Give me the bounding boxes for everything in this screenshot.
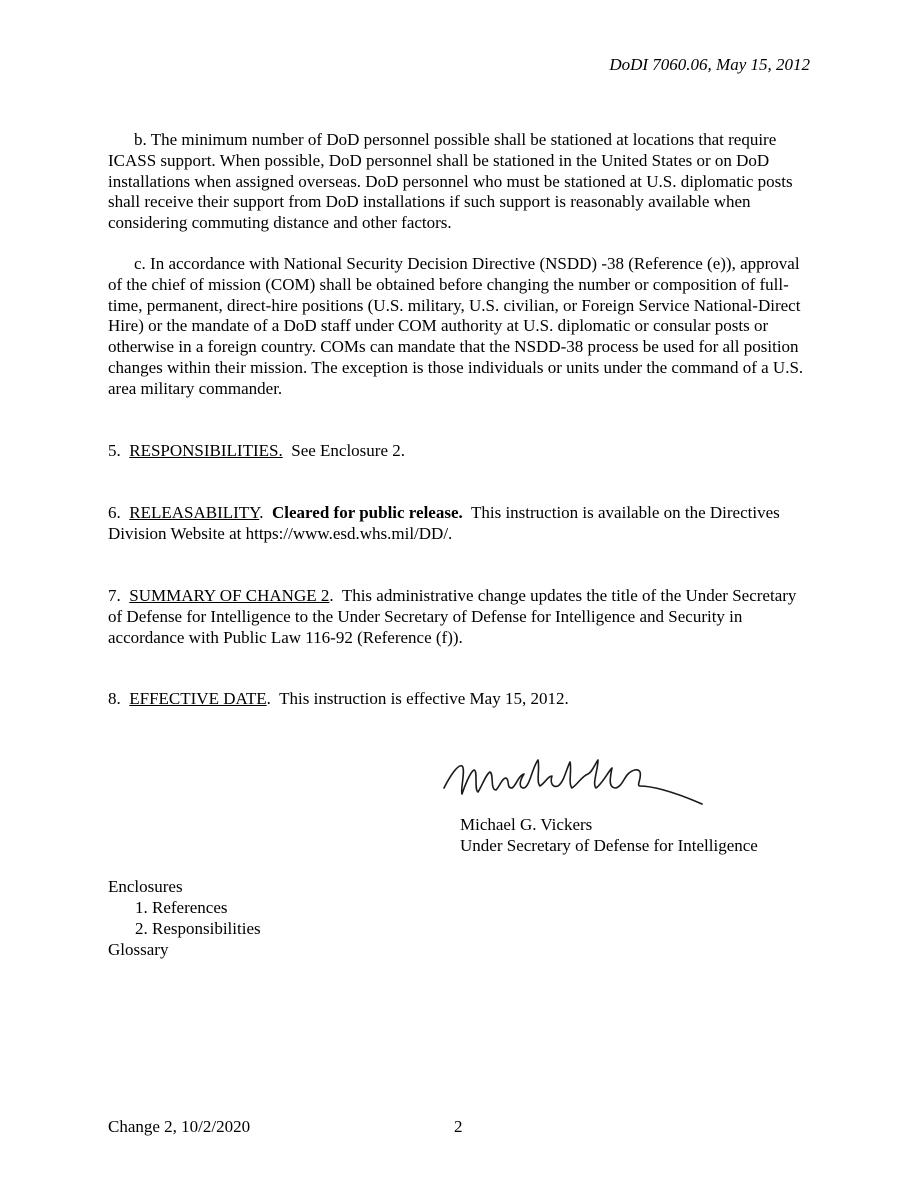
paragraph-c: c. In accordance with National Security Decision Directive (NSDD) -38 (Reference (e)), approval of the chief of mission (COM) shall be obtained before changing the number or composition of full-time, permanent, direct-hire positions (U.S. military, U.S. civilian, or Foreign Service National-Direct Hire) or the mandate of a DoD staff under COM authority at U.S. diplomatic or consular posts or otherwise in a foreign country. COMs can mandate that the NSDD-38 process be used for all position changes within their mission. The exception is those individuals or units under the command of a U.S. area military commander. <box>108 254 804 398</box>
section-6: 6. RELEASABILITY. Cleared for public release. This instruction is available on the Directives Division Website at https://www.esd.whs.mil/DD/. <box>108 503 780 543</box>
signature-image <box>440 748 710 812</box>
signer-block <box>460 814 758 856</box>
section-7-text: This administrative change updates the title of the Under Secretary of Defense for Intelligence to the Under Secretary of Defense for Intelligence and Security in accordance with Public Law 116-92 (Reference (f)). <box>108 586 797 647</box>
section-7-number: 7. <box>108 586 121 605</box>
section-6-bold-text: Cleared for public release. <box>272 503 463 522</box>
enclosures-list <box>108 876 261 960</box>
signer-title: Under Secretary of Defense for Intelligence <box>460 836 758 855</box>
section-5-heading: RESPONSIBILITIES. <box>129 441 283 460</box>
section-8-heading: EFFECTIVE DATE <box>129 689 267 708</box>
enclosure-item: 1. References <box>135 898 228 917</box>
paragraph-b: b. The minimum number of DoD personnel possible shall be stationed at locations that require ICASS support. When possible, DoD personnel shall be stationed in the United States or on DoD installations when assigned overseas. DoD personnel who must be stationed at U.S. diplomatic posts shall receive their support from DoD installations if such support is reasonably available when considering commuting distance and other factors. <box>108 130 793 233</box>
section-7: 7. SUMMARY OF CHANGE 2. This administrative change updates the title of the Under Secretary of Defense for Intelligence to the Under Secretary of Defense for Intelligence and Security in accordance with Public Law 116-92 (Reference (f)). <box>108 586 797 647</box>
glossary-label: Glossary <box>108 940 169 959</box>
enclosures-label: Enclosures <box>108 877 183 896</box>
section-8-number: 8. <box>108 689 121 708</box>
section-5-text: See Enclosure 2. <box>291 441 406 460</box>
section-8: 8. EFFECTIVE DATE. This instruction is effective May 15, 2012. <box>108 689 569 708</box>
footer-page-number: 2 <box>454 1117 463 1136</box>
footer-change: Change 2, 10/2/2020 <box>108 1117 251 1136</box>
section-5 <box>108 441 814 462</box>
enclosure-item: 2. Responsibilities <box>135 919 261 938</box>
section-8-text: This instruction is effective May 15, 2012. <box>279 689 569 708</box>
signer-name: Michael G. Vickers <box>460 815 593 834</box>
section-6-number: 6. <box>108 503 121 522</box>
section-7-heading: SUMMARY OF CHANGE 2 <box>129 586 330 605</box>
section-6-text: This instruction is available on the Directives Division Website at https://www.esd.whs.mil/DD/. <box>108 503 780 543</box>
running-header: DoDI 7060.06, May 15, 2012 <box>609 55 810 74</box>
section-6-heading: RELEASABILITY <box>129 503 260 522</box>
section-5-number: 5. <box>108 441 121 460</box>
